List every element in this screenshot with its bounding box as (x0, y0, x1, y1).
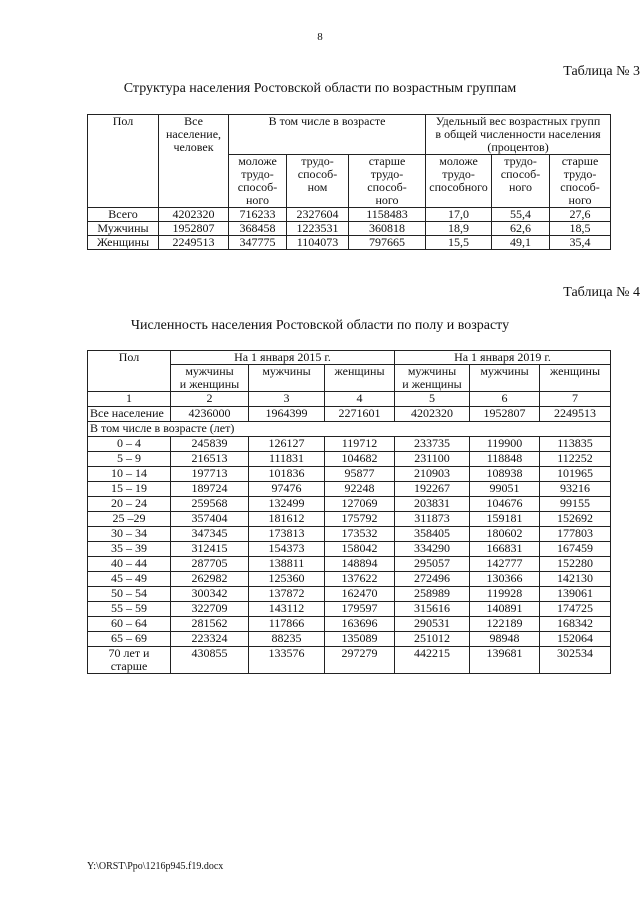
row-label: 15 – 19 (88, 482, 171, 497)
row-label: 5 – 9 (88, 452, 171, 467)
cell: 135089 (325, 632, 395, 647)
row-label: 25 –29 (88, 512, 171, 527)
header-line: способ- (367, 180, 407, 194)
cell: 334290 (395, 542, 470, 557)
table4-col-numbers (88, 392, 611, 407)
cell: 18,9 (426, 222, 492, 236)
header-line: старше (561, 154, 599, 168)
cell: 430855 (171, 647, 249, 674)
header-line: мужчины (407, 364, 457, 378)
cell: 360818 (349, 222, 426, 236)
header-line: трудо- (563, 167, 597, 181)
table-row (88, 617, 611, 632)
cell: 163696 (325, 617, 395, 632)
cell: 1964399 (249, 407, 325, 422)
cell: 177803 (540, 527, 611, 542)
cell: 358405 (395, 527, 470, 542)
cell: 347345 (171, 527, 249, 542)
header-line: мужчины (262, 364, 311, 378)
header-line: способ- (297, 167, 338, 181)
col-number: 7 (540, 392, 611, 407)
cell: 62,6 (492, 222, 550, 236)
cell: 126127 (249, 437, 325, 452)
table3-sub-working-pct (492, 155, 550, 208)
cell: 4202320 (395, 407, 470, 422)
cell: 97476 (249, 482, 325, 497)
table4-header-pol: Пол (88, 351, 171, 392)
table-row (88, 542, 611, 557)
col-number: 2 (171, 392, 249, 407)
cell: 111831 (249, 452, 325, 467)
cell: 166831 (470, 542, 540, 557)
cell: 92248 (325, 482, 395, 497)
row-label: 55 – 59 (88, 602, 171, 617)
cell: 175792 (325, 512, 395, 527)
label-line: старше (110, 659, 148, 673)
cell: 1952807 (159, 222, 229, 236)
cell: 101965 (540, 467, 611, 482)
cell: 302534 (540, 647, 611, 674)
cell: 223324 (171, 632, 249, 647)
row-label: 30 – 34 (88, 527, 171, 542)
cell: 189724 (171, 482, 249, 497)
cell: 152064 (540, 632, 611, 647)
cell: 119928 (470, 587, 540, 602)
table4-title: Численность населения Ростовской области по полу и возрасту (130, 318, 510, 333)
header-line: и женщины (179, 377, 240, 391)
table3-header-share (426, 115, 611, 155)
cell: 168342 (540, 617, 611, 632)
cell: 295057 (395, 557, 470, 572)
cell: 311873 (395, 512, 470, 527)
col-number: 4 (325, 392, 395, 407)
cell: 281562 (171, 617, 249, 632)
cell: 245839 (171, 437, 249, 452)
row-label: 10 – 14 (88, 467, 171, 482)
row-label: 65 – 69 (88, 632, 171, 647)
cell: 262982 (171, 572, 249, 587)
header-line: моложе (439, 154, 478, 168)
table-row (88, 527, 611, 542)
cell: 125360 (249, 572, 325, 587)
col-number: 5 (395, 392, 470, 407)
cell: 1223531 (287, 222, 349, 236)
table3 (87, 114, 611, 250)
table-row (88, 208, 611, 222)
cell: 347775 (229, 236, 287, 250)
cell: 118848 (470, 452, 540, 467)
table3-number: Таблица № 3 (563, 64, 640, 79)
table-row (88, 437, 611, 452)
cell: 142130 (540, 572, 611, 587)
header-line: мужчины (480, 364, 529, 378)
cell: 112252 (540, 452, 611, 467)
cell: 233735 (395, 437, 470, 452)
cell: 99051 (470, 482, 540, 497)
table3-title: Структура населения Ростовской области по возрастным группам (123, 81, 517, 96)
cell: 1952807 (470, 407, 540, 422)
row-label: Всего (88, 208, 159, 222)
cell: 272496 (395, 572, 470, 587)
table4-sub-women-2015 (325, 365, 395, 392)
cell: 300342 (171, 587, 249, 602)
table3-sub-under-pct (426, 155, 492, 208)
row-label: Все население (88, 407, 171, 422)
header-line: ного (568, 193, 592, 207)
table4-sub-both-2019 (395, 365, 470, 392)
cell: 2327604 (287, 208, 349, 222)
table-row (88, 557, 611, 572)
cell: 290531 (395, 617, 470, 632)
cell: 104682 (325, 452, 395, 467)
header-line: Удельный вес возрастных групп (435, 114, 601, 128)
row-label: Женщины (88, 236, 159, 250)
header-line: Все (184, 114, 203, 128)
row-label: 0 – 4 (88, 437, 171, 452)
cell: 108938 (470, 467, 540, 482)
cell: 122189 (470, 617, 540, 632)
cell: 113835 (540, 437, 611, 452)
header-line: моложе (238, 154, 277, 168)
cell: 322709 (171, 602, 249, 617)
table3-header-age: В том числе в возрасте (229, 115, 426, 155)
header-line: способ- (237, 180, 278, 194)
cell: 197713 (171, 467, 249, 482)
cell: 4236000 (171, 407, 249, 422)
header-line: способного (429, 180, 488, 194)
cell: 203831 (395, 497, 470, 512)
cell: 159181 (470, 512, 540, 527)
table-row (88, 632, 611, 647)
header-line: ного (509, 180, 533, 194)
cell: 174725 (540, 602, 611, 617)
cell: 210903 (395, 467, 470, 482)
table3-sub-working (287, 155, 349, 208)
table3-header-row (88, 115, 611, 155)
table4-sub-women-2019 (540, 365, 611, 392)
cell: 127069 (325, 497, 395, 512)
cell: 139061 (540, 587, 611, 602)
header-line: и женщины (402, 377, 462, 391)
header-line: в общей численности населения (435, 127, 601, 141)
cell: 259568 (171, 497, 249, 512)
table-section-row (88, 422, 611, 437)
cell: 139681 (470, 647, 540, 674)
header-line: население, (165, 127, 222, 141)
section-label: В том числе в возрасте (лет) (88, 422, 611, 437)
cell: 180602 (470, 527, 540, 542)
cell: 49,1 (492, 236, 550, 250)
cell: 152692 (540, 512, 611, 527)
footer-file-path: Y:\ORST\Ppo\1216p945.f19.docx (87, 861, 224, 872)
cell: 95877 (325, 467, 395, 482)
cell: 287705 (171, 557, 249, 572)
table4-header-2015: На 1 января 2015 г. (171, 351, 395, 365)
cell: 99155 (540, 497, 611, 512)
cell: 179597 (325, 602, 395, 617)
row-label (88, 647, 171, 674)
header-line: трудо- (301, 154, 334, 168)
table4-header-2019: На 1 января 2019 г. (395, 351, 611, 365)
cell: 231100 (395, 452, 470, 467)
cell: 142777 (470, 557, 540, 572)
table3-sub-over (349, 155, 426, 208)
row-label: 60 – 64 (88, 617, 171, 632)
table3-sub-under (229, 155, 287, 208)
header-line: ного (245, 193, 270, 207)
cell: 104676 (470, 497, 540, 512)
cell: 158042 (325, 542, 395, 557)
cell: 357404 (171, 512, 249, 527)
table3-sub-over-pct (550, 155, 611, 208)
cell: 2249513 (540, 407, 611, 422)
cell: 138811 (249, 557, 325, 572)
cell: 251012 (395, 632, 470, 647)
header-line: трудо- (370, 167, 404, 181)
col-number: 6 (470, 392, 540, 407)
row-label: 50 – 54 (88, 587, 171, 602)
cell: 140891 (470, 602, 540, 617)
cell: 18,5 (550, 222, 611, 236)
label-line: 70 лет и (108, 646, 150, 660)
cell: 35,4 (550, 236, 611, 250)
cell: 173813 (249, 527, 325, 542)
header-line: способ- (560, 180, 600, 194)
cell: 15,5 (426, 236, 492, 250)
table-row (88, 452, 611, 467)
table-row (88, 236, 611, 250)
table4-sub-both-2015 (171, 365, 249, 392)
header-line: женщины (334, 364, 385, 378)
header-line: (процентов) (487, 140, 549, 154)
header-line: женщины (549, 364, 601, 378)
page-number: 8 (317, 31, 323, 43)
cell: 152280 (540, 557, 611, 572)
cell: 716233 (229, 208, 287, 222)
cell: 162470 (325, 587, 395, 602)
cell: 130366 (470, 572, 540, 587)
cell: 4202320 (159, 208, 229, 222)
header-line: способ- (500, 167, 541, 181)
cell: 27,6 (550, 208, 611, 222)
cell: 2271601 (325, 407, 395, 422)
row-label: 35 – 39 (88, 542, 171, 557)
cell: 192267 (395, 482, 470, 497)
cell: 137622 (325, 572, 395, 587)
cell: 297279 (325, 647, 395, 674)
cell: 119712 (325, 437, 395, 452)
cell: 88235 (249, 632, 325, 647)
header-line: ном (307, 180, 328, 194)
cell: 137872 (249, 587, 325, 602)
row-label: 45 – 49 (88, 572, 171, 587)
table-row (88, 482, 611, 497)
cell: 1158483 (349, 208, 426, 222)
header-line: мужчины (185, 364, 234, 378)
cell: 154373 (249, 542, 325, 557)
col-number: 1 (88, 392, 171, 407)
table-row (88, 467, 611, 482)
cell: 133576 (249, 647, 325, 674)
cell: 368458 (229, 222, 287, 236)
table-row (88, 222, 611, 236)
table4-sub-men-2015 (249, 365, 325, 392)
cell: 117866 (249, 617, 325, 632)
cell: 101836 (249, 467, 325, 482)
table-row (88, 497, 611, 512)
header-line: старше (368, 154, 406, 168)
header-line: ного (375, 193, 399, 207)
col-number: 3 (249, 392, 325, 407)
table-row (88, 512, 611, 527)
cell: 258989 (395, 587, 470, 602)
table3-header-pol: Пол (88, 115, 159, 208)
header-line: трудо- (241, 167, 274, 181)
table4-body (88, 437, 611, 674)
row-label: 20 – 24 (88, 497, 171, 512)
cell: 442215 (395, 647, 470, 674)
header-line: трудо- (442, 167, 475, 181)
cell: 181612 (249, 512, 325, 527)
cell: 143112 (249, 602, 325, 617)
row-label: 40 – 44 (88, 557, 171, 572)
cell: 797665 (349, 236, 426, 250)
table3-header-vse (159, 115, 229, 208)
table4-header-row (88, 351, 611, 365)
cell: 98948 (470, 632, 540, 647)
header-line: человек (173, 140, 214, 154)
cell: 148894 (325, 557, 395, 572)
cell: 93216 (540, 482, 611, 497)
header-line: трудо- (504, 154, 537, 168)
cell: 55,4 (492, 208, 550, 222)
cell: 173532 (325, 527, 395, 542)
table4 (87, 350, 611, 674)
cell: 1104073 (287, 236, 349, 250)
table-row-all (88, 407, 611, 422)
cell: 2249513 (159, 236, 229, 250)
table-row (88, 602, 611, 617)
cell: 132499 (249, 497, 325, 512)
table-row (88, 572, 611, 587)
table4-sub-men-2019 (470, 365, 540, 392)
cell: 17,0 (426, 208, 492, 222)
cell: 167459 (540, 542, 611, 557)
table-row (88, 587, 611, 602)
cell: 312415 (171, 542, 249, 557)
cell: 315616 (395, 602, 470, 617)
cell: 216513 (171, 452, 249, 467)
table-row (88, 647, 611, 674)
table4-number: Таблица № 4 (563, 285, 640, 300)
cell: 119900 (470, 437, 540, 452)
row-label: Мужчины (88, 222, 159, 236)
